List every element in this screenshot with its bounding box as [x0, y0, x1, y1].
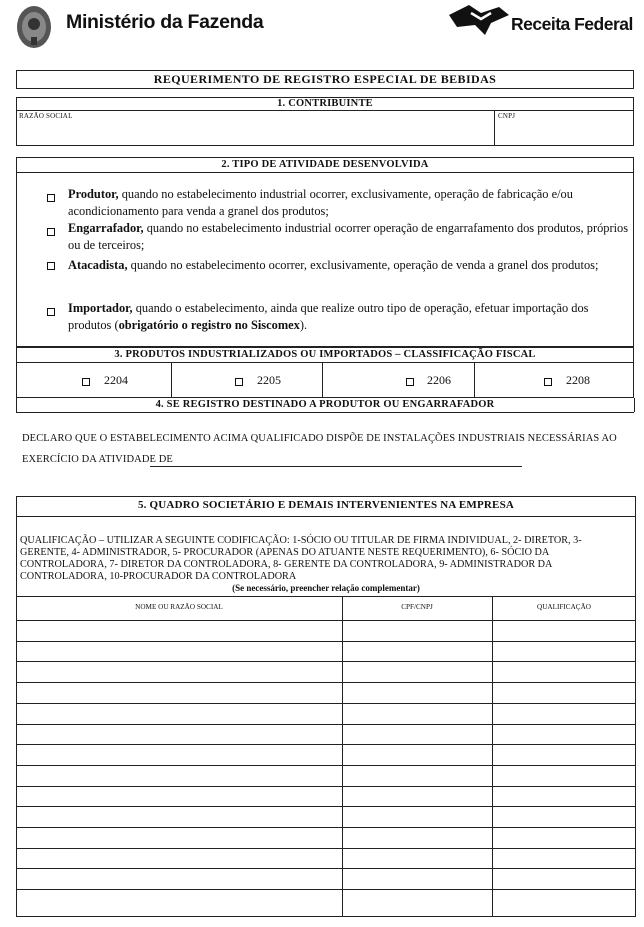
atividade-field[interactable] [150, 466, 522, 467]
section1-title: 1. CONTRIBUINTE [277, 98, 373, 109]
declaration-line1: DECLARO QUE O ESTABELECIMENTO ACIMA QUALIFICADO DISPÕE DE INSTALAÇÕES INDUSTRIAIS NECESSÁRIAS AO [22, 433, 617, 444]
table-row[interactable] [17, 869, 635, 889]
qualification-line1: QUALIFICAÇÃO – UTILIZAR A SEGUINTE CODIFICAÇÃO: 1-SÓCIO OU TITULAR DE FIRMA INDIVIDUAL, 2- DIRETOR, 3- [20, 535, 582, 546]
table-row[interactable] [17, 766, 635, 786]
option-produtor: Produtor, quando no estabelecimento industrial ocorrer, exclusivamente, operação de fabricação e/ou acondicionamento para venda a granel dos produtos; [68, 187, 573, 218]
razao-social-field[interactable] [17, 120, 493, 145]
code-2204: 2204 [104, 373, 128, 387]
table-row[interactable] [17, 704, 635, 724]
qualification-line3: CONTROLADORA, 7- DIRETOR DA CONTROLADORA, 8- GERENTE DA CONTROLADORA, 9- ADMINISTRADOR DA [20, 559, 553, 570]
table-row[interactable] [17, 849, 635, 869]
option-importador: Importador, quando o estabelecimento, ainda que realize outro tipo de operação, efetuar importação dos produtos (obrigatório o registro no Siscomex). [68, 301, 589, 332]
section3-title: 3. PRODUTOS INDUSTRIALIZADOS OU IMPORTADOS – CLASSIFICAÇÃO FISCAL [114, 349, 536, 360]
qualification-line2: GERENTE, 4- ADMINISTRADOR, 5- PROCURADOR (APENAS DO ATUANTE NESTE REQUERIMENTO), 6- SÓCIO DA [20, 547, 550, 558]
col-header-qualificacao: QUALIFICAÇÃO [537, 603, 591, 611]
option-atacadista: Atacadista, quando no estabelecimento ocorrer, exclusivamente, operação de venda a granel dos produtos; [68, 258, 599, 272]
complement-note: (Se necessário, preencher relação complementar) [232, 583, 420, 593]
engarrafador-checkbox[interactable] [47, 228, 55, 236]
table-row[interactable] [17, 642, 635, 662]
table-row[interactable] [17, 725, 635, 745]
code-2204-checkbox[interactable] [82, 378, 90, 386]
produtor-checkbox[interactable] [47, 194, 55, 202]
option-engarrafador: Engarrafador, quando no estabelecimento industrial ocorrer operação de engarrafamento dos produtos, próprios ou de terceiros; [68, 221, 629, 252]
importador-checkbox[interactable] [47, 308, 55, 316]
code-2208-checkbox[interactable] [544, 378, 552, 386]
section4-title: 4. SE REGISTRO DESTINADO A PRODUTOR OU ENGARRAFADOR [155, 399, 495, 410]
table-row[interactable] [17, 890, 635, 910]
code-2206-checkbox[interactable] [406, 378, 414, 386]
code-2206: 2206 [427, 373, 451, 387]
ministry-name: Ministério da Fazenda [66, 11, 264, 33]
col-header-cpf: CPF/CNPJ [401, 603, 433, 611]
code-2205: 2205 [257, 373, 281, 387]
table-row[interactable] [17, 683, 635, 703]
section2-title: 2. TIPO DE ATIVIDADE DESENVOLVIDA [221, 159, 429, 170]
table-row[interactable] [17, 828, 635, 848]
declaration-line2: EXERCÍCIO DA ATIVIDADE DE [22, 454, 173, 465]
agency-name: Receita Federal [511, 14, 633, 34]
razao-social-label: RAZÃO SOCIAL [19, 112, 73, 120]
receita-federal-logo-icon [447, 3, 513, 37]
ministry-crest-icon [14, 4, 54, 50]
atacadista-checkbox[interactable] [47, 262, 55, 270]
table-row[interactable] [17, 621, 635, 641]
table-row[interactable] [17, 662, 635, 682]
cnpj-field[interactable] [495, 120, 633, 145]
form-title: REQUERIMENTO DE REGISTRO ESPECIAL DE BEBIDAS [153, 72, 497, 86]
table-row[interactable] [17, 745, 635, 765]
code-2205-checkbox[interactable] [235, 378, 243, 386]
table-row[interactable] [17, 787, 635, 807]
code-2208: 2208 [566, 373, 590, 387]
cnpj-label: CNPJ [498, 112, 516, 120]
section5-title: 5. QUADRO SOCIETÁRIO E DEMAIS INTERVENIENTES NA EMPRESA [137, 499, 515, 511]
col-header-nome: NOME OU RAZÃO SOCIAL [135, 603, 223, 611]
table-row[interactable] [17, 807, 635, 827]
qualification-line4: CONTROLADORA, 10-PROCURADOR DA CONTROLADORA [20, 571, 297, 582]
